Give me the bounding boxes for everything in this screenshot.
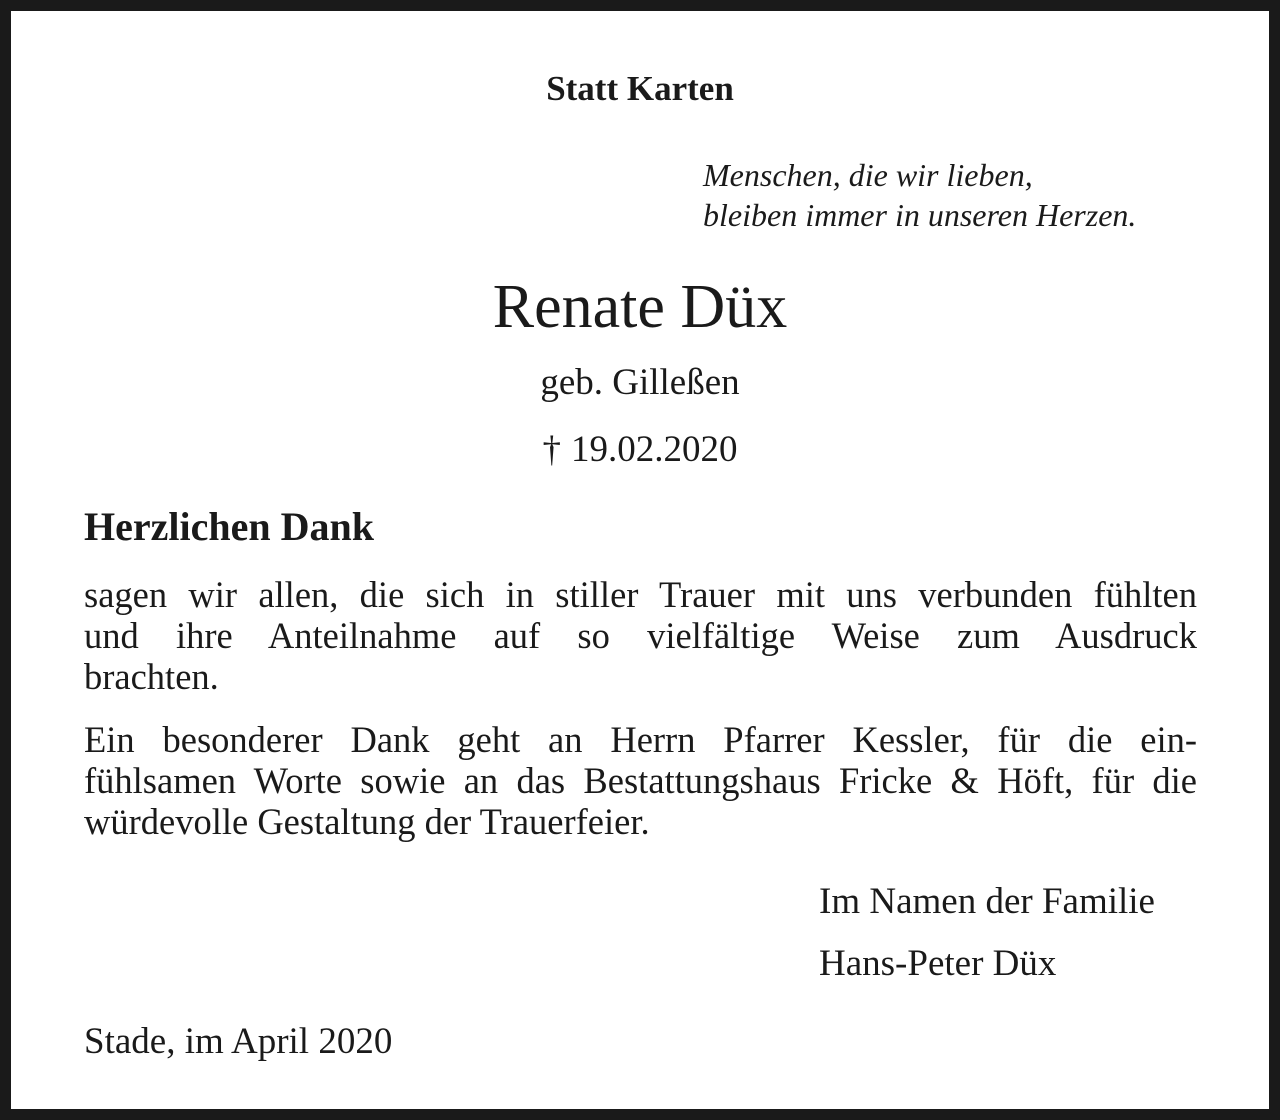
signature-family: Im Namen der Familie (819, 881, 1155, 922)
place-and-date: Stade, im April 2020 (84, 1021, 393, 1062)
header-statt-karten: Statt Karten (546, 69, 734, 108)
thanks-heading: Herzlichen Dank (84, 504, 374, 549)
motto-line-2: bleiben immer in unseren Herzen. (703, 197, 1137, 233)
deceased-name: Renate Düx (492, 273, 788, 341)
paragraph-2-line-3: würdevolle Gestaltung der Trauerfeier. (84, 801, 650, 842)
cross-symbol: † (542, 429, 561, 470)
paragraph-2-line-2: fühlsamen Worte sowie an das Bestattungshaus Fricke & Höft, für die (84, 760, 1197, 801)
paragraph-2-line-1: Ein besonderer Dank geht an Herrn Pfarrer Kessler, für die ein- (84, 719, 1197, 760)
death-date (11, 427, 1269, 473)
thanks-paragraph-2 (84, 719, 1197, 842)
paragraph-1-line-1: sagen wir allen, die sich in stiller Trauer mit uns verbunden fühlten (84, 574, 1197, 615)
paragraph-1-line-2: und ihre Anteilnahme auf so vielfältige Weise zum Ausdruck (84, 615, 1197, 656)
maiden-name: geb. Gilleßen (540, 362, 740, 403)
motto-quote (703, 155, 1136, 235)
death-date-value: 19.02.2020 (571, 429, 738, 470)
paragraph-1-line-3: brachten. (84, 656, 219, 697)
signature-name: Hans-Peter Düx (819, 943, 1057, 984)
motto-line-1: Menschen, die wir lieben, (703, 157, 1033, 193)
thanks-paragraph-1 (84, 574, 1197, 697)
